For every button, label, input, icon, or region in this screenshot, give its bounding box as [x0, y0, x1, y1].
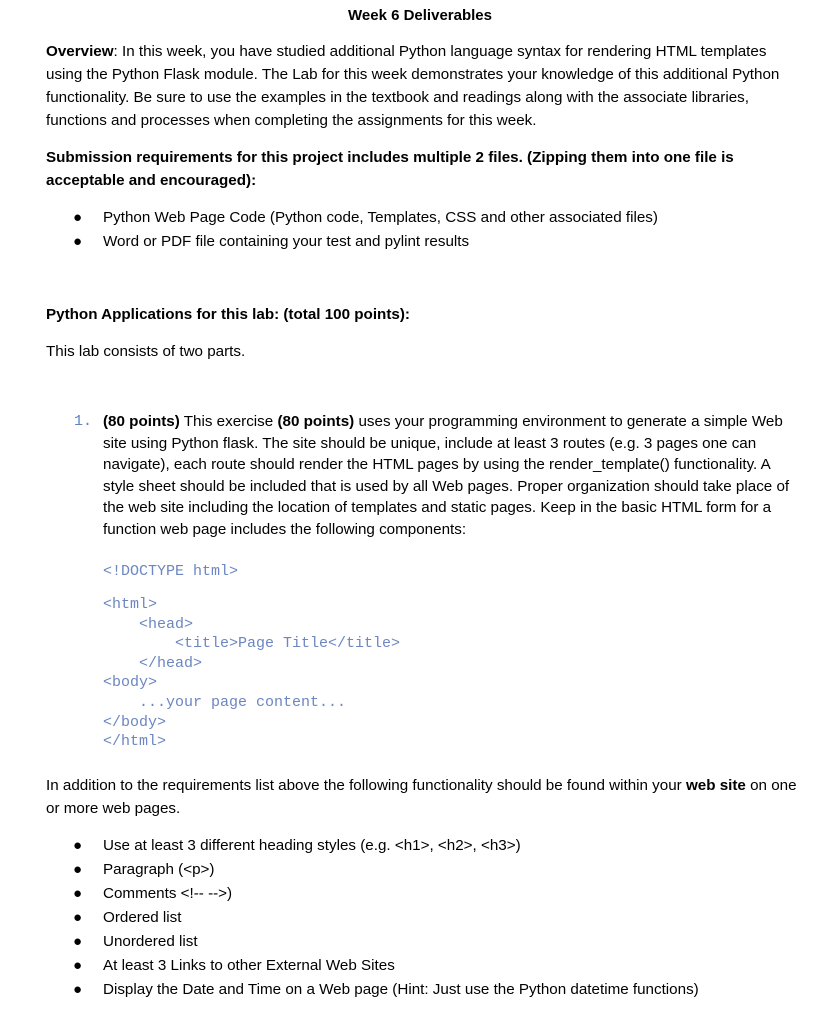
overview-paragraph	[46, 40, 802, 132]
page-title: Week 6 Deliverables	[348, 7, 492, 24]
bullet-icon: ●	[73, 957, 83, 974]
points-label: (80 points)	[277, 413, 355, 430]
points-label: (80 points)	[103, 413, 180, 430]
list-item: ● Paragraph (<p>)	[46, 858, 786, 882]
bullet-icon: ●	[73, 933, 83, 950]
bullet-icon: ●	[73, 233, 83, 250]
list-item: ● Use at least 3 different heading styles (e.g. <h1>, <h2>, <h3>)	[46, 834, 786, 858]
code-doctype: <!DOCTYPE html>	[103, 563, 239, 580]
list-item: ● Unordered list	[46, 930, 786, 954]
bullet-icon: ●	[73, 909, 83, 926]
item-number: 1.	[74, 413, 93, 430]
overview-text: : In this week, you have studied additional Python language syntax for rendering HTML templates using the Python Flask module. The Lab for this week demonstrates your knowledge of this additional Python functionality. Be sure to use the examples in the textbook and readings along with the associate libraries, functions and processes when completing the assignments for this week.	[46, 43, 780, 129]
submission-list	[46, 206, 786, 254]
exercise-1-text: (80 points) This exercise (80 points) uses your programming environment to generate a simple Web site using Python flask. The site should be unique, include at least 3 routes (e.g. 3 pages one can navigate), each route should render the HTML pages by using the render_template() functionality. A style sheet should be included that is used by all Web pages. Proper organization should take place of the web site including the location of templates and static pages. Keep in the basic HTML form for a function web page includes the following components:	[103, 413, 790, 538]
list-item: ● Comments <!-- -->)	[46, 882, 786, 906]
bullet-icon: ●	[73, 981, 83, 998]
list-item: ● Python Web Page Code (Python code, Templates, CSS and other associated files)	[46, 206, 786, 230]
list-item: ● Word or PDF file containing your test and pylint results	[46, 230, 786, 254]
apps-heading: Python Applications for this lab: (total 100 points):	[46, 306, 410, 323]
submission-heading: Submission requirements for this project includes multiple 2 files. (Zipping them into one file is acceptable and encouraged):	[46, 149, 734, 189]
list-item: ● At least 3 Links to other External Web Sites	[46, 954, 786, 978]
bullet-icon: ●	[73, 837, 83, 854]
bullet-icon: ●	[73, 861, 83, 878]
bullet-icon: ●	[73, 885, 83, 902]
addition-paragraph: In addition to the requirements list above the following functionality should be found within your web site on one or more web pages.	[46, 777, 797, 817]
list-item: ● Display the Date and Time on a Web page (Hint: Just use the Python datetime functions)	[46, 978, 786, 1002]
requirements-list	[46, 834, 786, 1002]
code-block: <html> <head> <title>Page Title</title> </head> <body> ...your page content... </body> </html>	[103, 596, 401, 751]
overview-label: Overview	[46, 43, 114, 60]
bullet-icon: ●	[73, 209, 83, 226]
list-item: ● Ordered list	[46, 906, 786, 930]
lab-intro: This lab consists of two parts.	[46, 343, 246, 360]
